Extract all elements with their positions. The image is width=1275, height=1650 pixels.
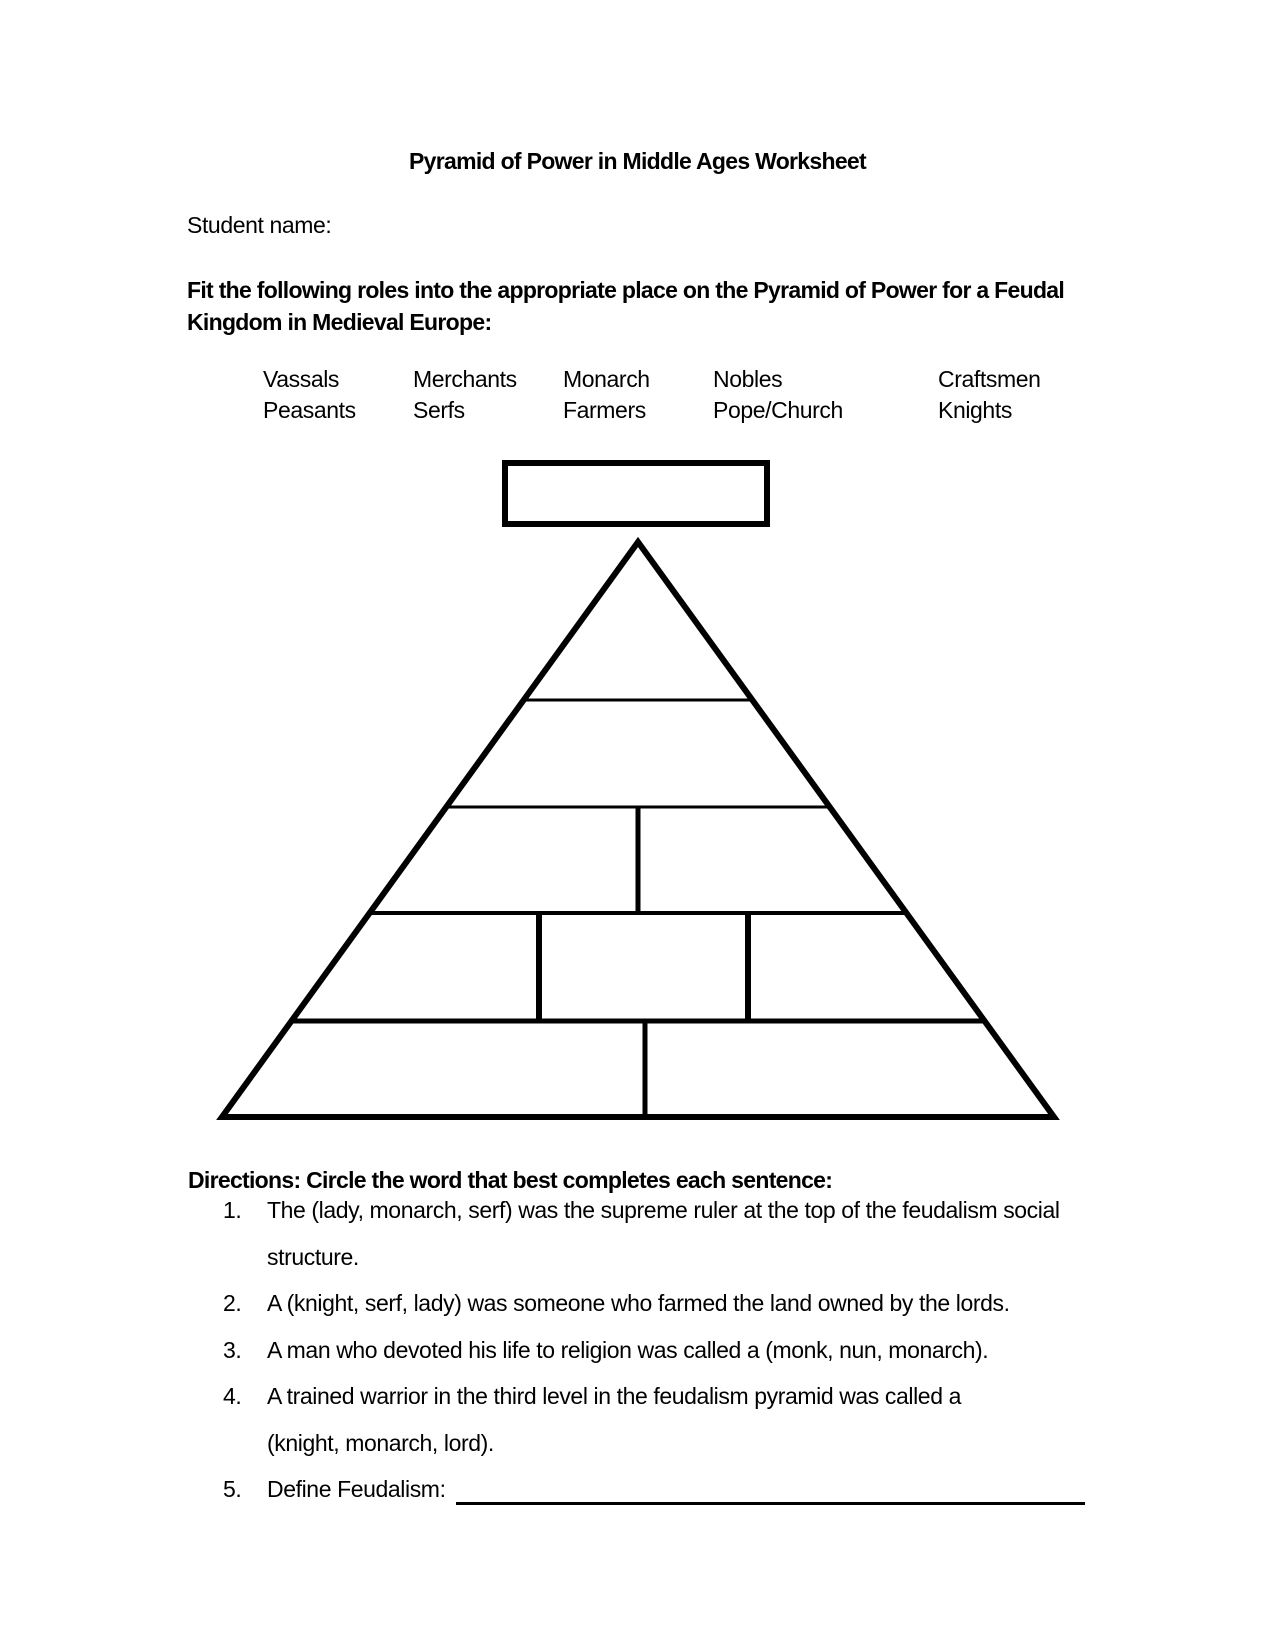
question-text: A man who devoted his life to religion was called a (monk, nun, monarch). [267, 1337, 989, 1363]
word-bank-item: Serfs [413, 397, 465, 423]
pyramid-top-box [505, 463, 767, 524]
question-number: 3. [223, 1337, 242, 1363]
question-row-3 [223, 1339, 988, 1362]
word-bank-item: Monarch [563, 366, 650, 392]
student-name-label: Student name: [187, 212, 332, 238]
question-number: 4. [223, 1383, 242, 1409]
answer-blank-line [456, 1502, 1085, 1505]
word-bank-item: Vassals [263, 366, 340, 392]
instruction-line-2: Kingdom in Medieval Europe: [187, 309, 492, 335]
instruction-line-1: Fit the following roles into the appropriate place on the Pyramid of Power for a Feudal [187, 277, 1065, 303]
word-bank-item: Farmers [563, 397, 646, 423]
word-bank-item: Nobles [713, 366, 783, 392]
word-bank-item: Pope/Church [713, 397, 843, 423]
question-1-continuation: structure. [267, 1244, 359, 1270]
question-text: The (lady, monarch, serf) was the supreme ruler at the top of the feudalism social [267, 1197, 1060, 1223]
question-number: 5. [223, 1476, 242, 1502]
word-bank-item: Merchants [413, 366, 517, 392]
page-title: Pyramid of Power in Middle Ages Worksheet [409, 148, 866, 174]
directions-heading: Directions: Circle the word that best completes each sentence: [188, 1167, 833, 1193]
question-row-5 [223, 1478, 446, 1501]
question-text: Define Feudalism: [267, 1476, 446, 1502]
question-row-1 [223, 1199, 1060, 1222]
question-text: A (knight, serf, lady) was someone who farmed the land owned by the lords. [267, 1290, 1010, 1316]
word-bank-item: Knights [938, 397, 1012, 423]
word-bank-item: Craftsmen [938, 366, 1041, 392]
question-text: A trained warrior in the third level in the feudalism pyramid was called a [267, 1383, 961, 1409]
word-bank-item: Peasants [263, 397, 356, 423]
question-4-continuation: (knight, monarch, lord). [267, 1430, 494, 1456]
question-number: 1. [223, 1197, 242, 1223]
question-row-4 [223, 1385, 961, 1408]
question-row-2 [223, 1292, 1010, 1315]
question-number: 2. [223, 1290, 242, 1316]
